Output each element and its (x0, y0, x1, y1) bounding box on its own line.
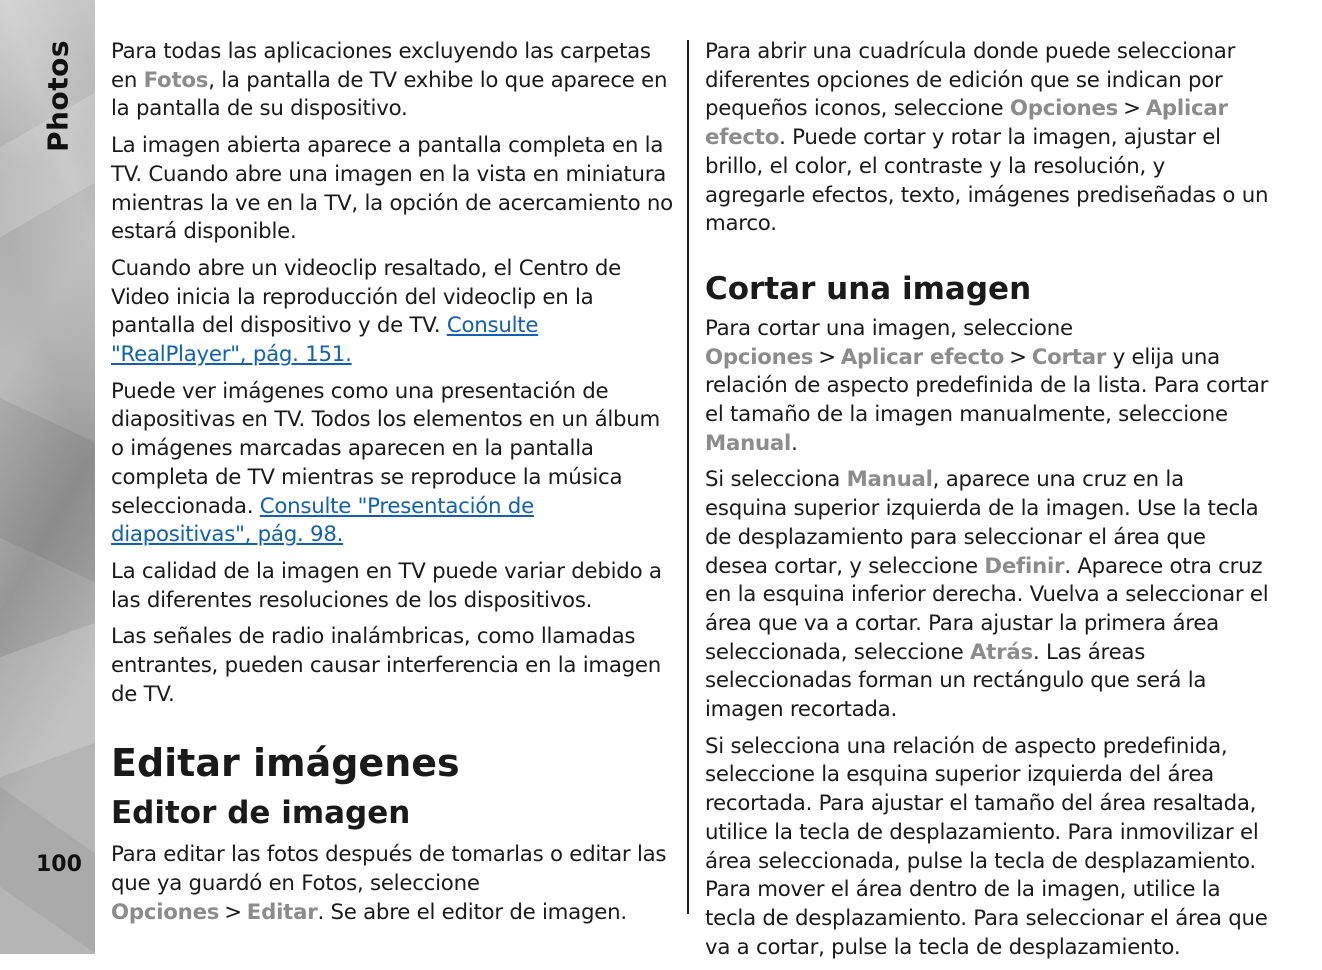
paragraph: La imagen abierta aparece a pantalla completa en la TV. Cuando abre una imagen en la vista en miniatura mientras la ve en la TV, la opción de acercamiento no estará disponible. (111, 133, 673, 245)
menu-term-aplicar-efecto: Aplicar efecto (705, 96, 1228, 151)
link-realplayer[interactable]: Consulte "RealPlayer", pág. 151. (111, 313, 539, 368)
sidebar-facet (0, 398, 95, 582)
menu-separator: > (224, 899, 242, 925)
paragraph: Puede ver imágenes como una presentación de diapositivas en TV. Todos los elementos en un álbum o imágenes marcadas aparecen en la pantalla completa de TV mientras se reproduce la música seleccionada. Consulte "Presentación de diapositivas", pág. 98. (111, 378, 661, 548)
menu-separator: > (818, 344, 836, 370)
paragraph: Si selecciona una relación de aspecto predefinida, seleccione la esquina superior izquierda del área recortada. Para ajustar el tamaño del área resaltada, utilice la tecla de desplazamiento. Para inmovilizar el área seleccionada, pulse la tecla de desplazamiento. Para mover el área dentro de la imagen, utilice la tecla de desplazamiento. Para seleccionar el área que va a cortar, pulse la tecla de desplazamiento. (705, 733, 1268, 960)
menu-term-cortar: Cortar (1031, 344, 1107, 370)
section-heading: Cortar una imagen (705, 270, 1032, 307)
paragraph: La calidad de la imagen en TV puede variar debido a las diferentes resoluciones de los dispositivos. (111, 558, 662, 613)
paragraph: Cuando abre un videoclip resaltado, el Centro de Video inicia la reproducción del videoclip en la pantalla del dispositivo y de TV. Consulte "RealPlayer", pág. 151. (111, 255, 621, 368)
page-number: 100 (36, 852, 82, 877)
menu-term-manual: Manual (705, 430, 792, 456)
paragraph: Para cortar una imagen, seleccione Opciones > Aplicar efecto > Cortar y elija una relación de aspecto predefinida de la lista. Para cortar el tamaño de la imagen manualmente, seleccione Manual. (705, 315, 1269, 456)
right-column (705, 38, 1270, 970)
chapter-heading: Editar imágenes (111, 741, 460, 786)
paragraph: Para editar las fotos después de tomarlas o editar las que ya guardó en Fotos, seleccione Opciones > Editar. Se abre el editor de imagen. (111, 842, 667, 925)
menu-term-aplicar-efecto: Aplicar efecto (840, 344, 1005, 370)
menu-term-manual: Manual (846, 467, 933, 493)
menu-term-opciones: Opciones (705, 344, 814, 370)
menu-term-atras: Atrás (969, 639, 1033, 665)
menu-term-definir: Definir (984, 553, 1065, 579)
sidebar-facet (0, 623, 95, 778)
menu-term-opciones: Opciones (1009, 96, 1119, 122)
menu-separator: > (1123, 96, 1141, 122)
column-divider (687, 40, 689, 914)
paragraph: Para abrir una cuadrícula donde puede seleccionar diferentes opciones de edición que se indican por pequeños iconos, seleccione Opciones > Aplicar efecto. Puede cortar y rotar la imagen, ajustar el brillo, el color, el contraste y la resolución, y agregarle efectos, texto, imágenes prediseñadas o un marco. (705, 39, 1269, 237)
paragraph: Las señales de radio inalámbricas, como llamadas entrantes, pueden causar interferencia en la imagen de TV. (111, 624, 662, 707)
menu-term-editar: Editar (246, 899, 318, 925)
menu-term-fotos: Fotos (143, 67, 209, 93)
menu-separator: > (1009, 344, 1027, 370)
paragraph: Si selecciona Manual, aparece una cruz en la esquina superior izquierda de la imagen. Use la tecla de desplazamiento para seleccionar el área que desea cortar, y seleccione Definir. Aparece otra cruz en la esquina inferior derecha. Vuelva a seleccionar el área que va a cortar. Para ajustar la primera área seleccionada, seleccione Atrás. Las áreas seleccionadas forman un rectángulo que será la imagen recortada. (705, 467, 1269, 723)
menu-term-opciones: Opciones (111, 899, 220, 925)
section-tab (28, 38, 88, 154)
link-presentacion-diapositivas[interactable]: Consulte "Presentación de diapositivas", pág. 98. (111, 493, 534, 548)
left-column (111, 38, 676, 936)
section-heading: Editor de imagen (111, 795, 411, 832)
paragraph: Para todas las aplicaciones excluyendo las carpetas en Fotos, la pantalla de TV exhibe lo que aparece en la pantalla de su dispositivo. (111, 39, 668, 122)
section-tab-label: Photos (41, 40, 75, 152)
